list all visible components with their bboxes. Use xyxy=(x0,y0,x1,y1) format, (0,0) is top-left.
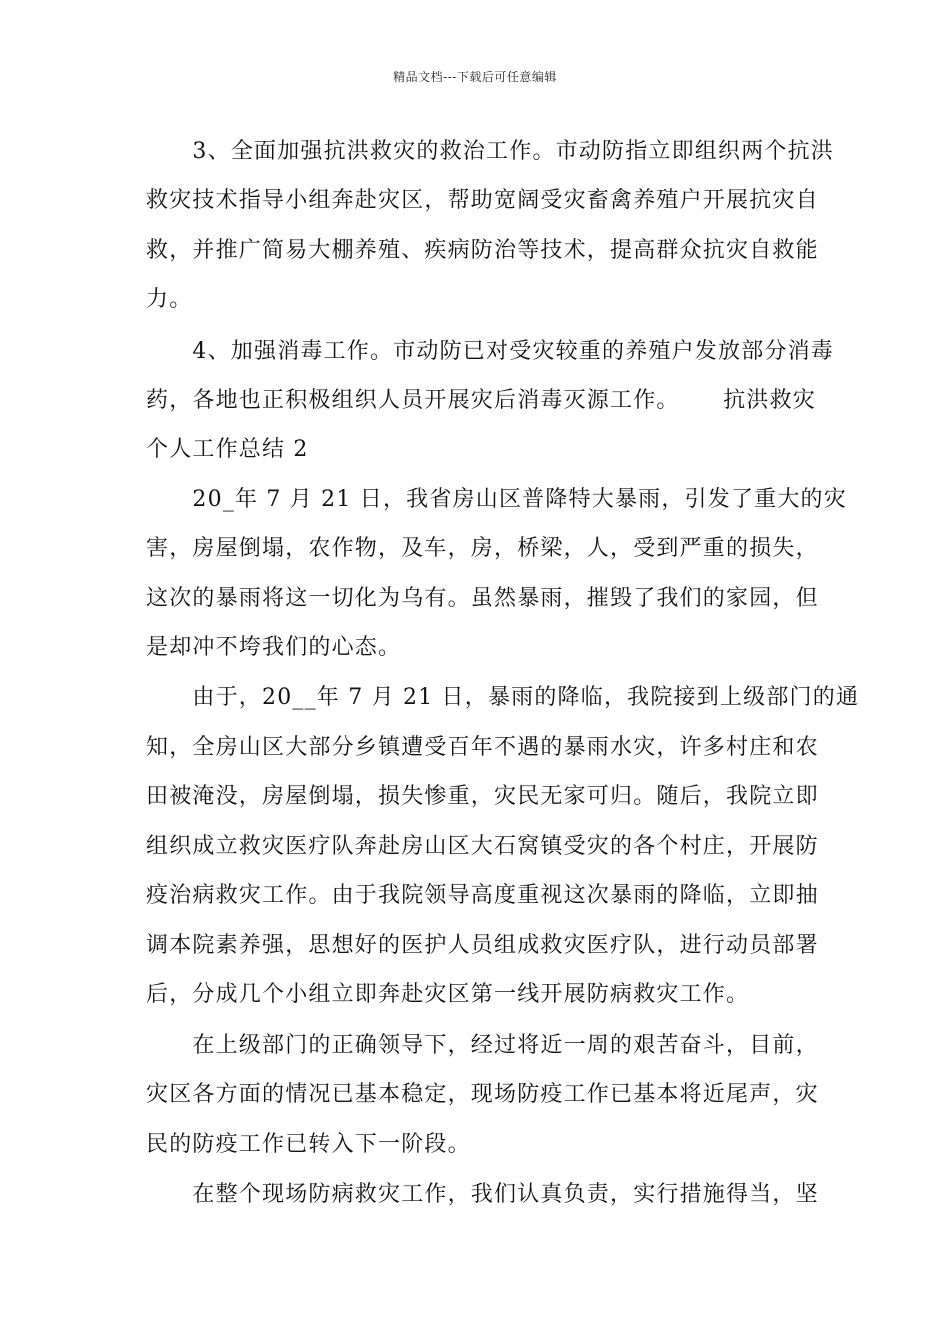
text-line: 在整个现场防病救灾工作，我们认真负责，实行措施得当，坚 xyxy=(146,1182,819,1207)
text-line: 力。 xyxy=(146,287,193,312)
text-line: 个人工作总结 2 xyxy=(146,437,309,462)
text-line: 疫治病救灾工作。由于我院领导高度重视这次暴雨的降临，立即抽 xyxy=(146,883,819,908)
text-line: 由于，20__年 7 月 21 日，暴雨的降临，我院接到上级部门的通 xyxy=(146,685,860,710)
text-line: 调本院素养强，思想好的医护人员组成救灾医疗队，进行动员部署 xyxy=(146,933,819,958)
text-line: 是却冲不垮我们的心态。 xyxy=(146,635,402,660)
text-line: 这次的暴雨将这一切化为乌有。虽然暴雨，摧毁了我们的家园，但 xyxy=(146,586,819,611)
text-line: 知，全房山区大部分乡镇遭受百年不遇的暴雨水灾，许多村庄和农 xyxy=(146,735,819,760)
text-line: 在上级部门的正确领导下，经过将近一周的艰苦奋斗，目前， xyxy=(146,1033,819,1058)
text-line: 20_年 7 月 21 日，我省房山区普降特大暴雨，引发了重大的灾 xyxy=(146,487,847,512)
text-line: 田被淹没，房屋倒塌，损失惨重，灾民无家可归。随后，我院立即 xyxy=(146,784,819,809)
text-line: 药，各地也正积极组织人员开展灾后消毒灭源工作。 抗洪救灾 xyxy=(146,388,816,413)
text-line: 民的防疫工作已转入下一阶段。 xyxy=(146,1132,471,1157)
text-line: 3、全面加强抗洪救灾的救治工作。市动防指立即组织两个抗洪 xyxy=(146,139,834,164)
page-header: 精品文档---下载后可任意编辑 xyxy=(393,70,557,84)
text-line: 后，分成几个小组立即奔赴灾区第一线开展防病救灾工作。 xyxy=(146,982,750,1007)
text-line: 救灾技术指导小组奔赴灾区，帮助宽阔受灾畜禽养殖户开展抗灾自 xyxy=(146,188,819,213)
text-line: 灾区各方面的情况已基本稳定，现场防疫工作已基本将近尾声，灾 xyxy=(146,1082,819,1107)
text-line: 4、加强消毒工作。市动防已对受灾较重的养殖户发放部分消毒 xyxy=(146,339,834,364)
text-line: 害，房屋倒塌，农作物，及车，房，桥梁，人，受到严重的损失， xyxy=(146,536,819,561)
text-line: 组织成立救灾医疗队奔赴房山区大石窝镇受灾的各个村庄，开展防 xyxy=(146,834,819,859)
text-line: 救，并推广简易大棚养殖、疾病防治等技术，提高群众抗灾自救能 xyxy=(146,238,819,263)
